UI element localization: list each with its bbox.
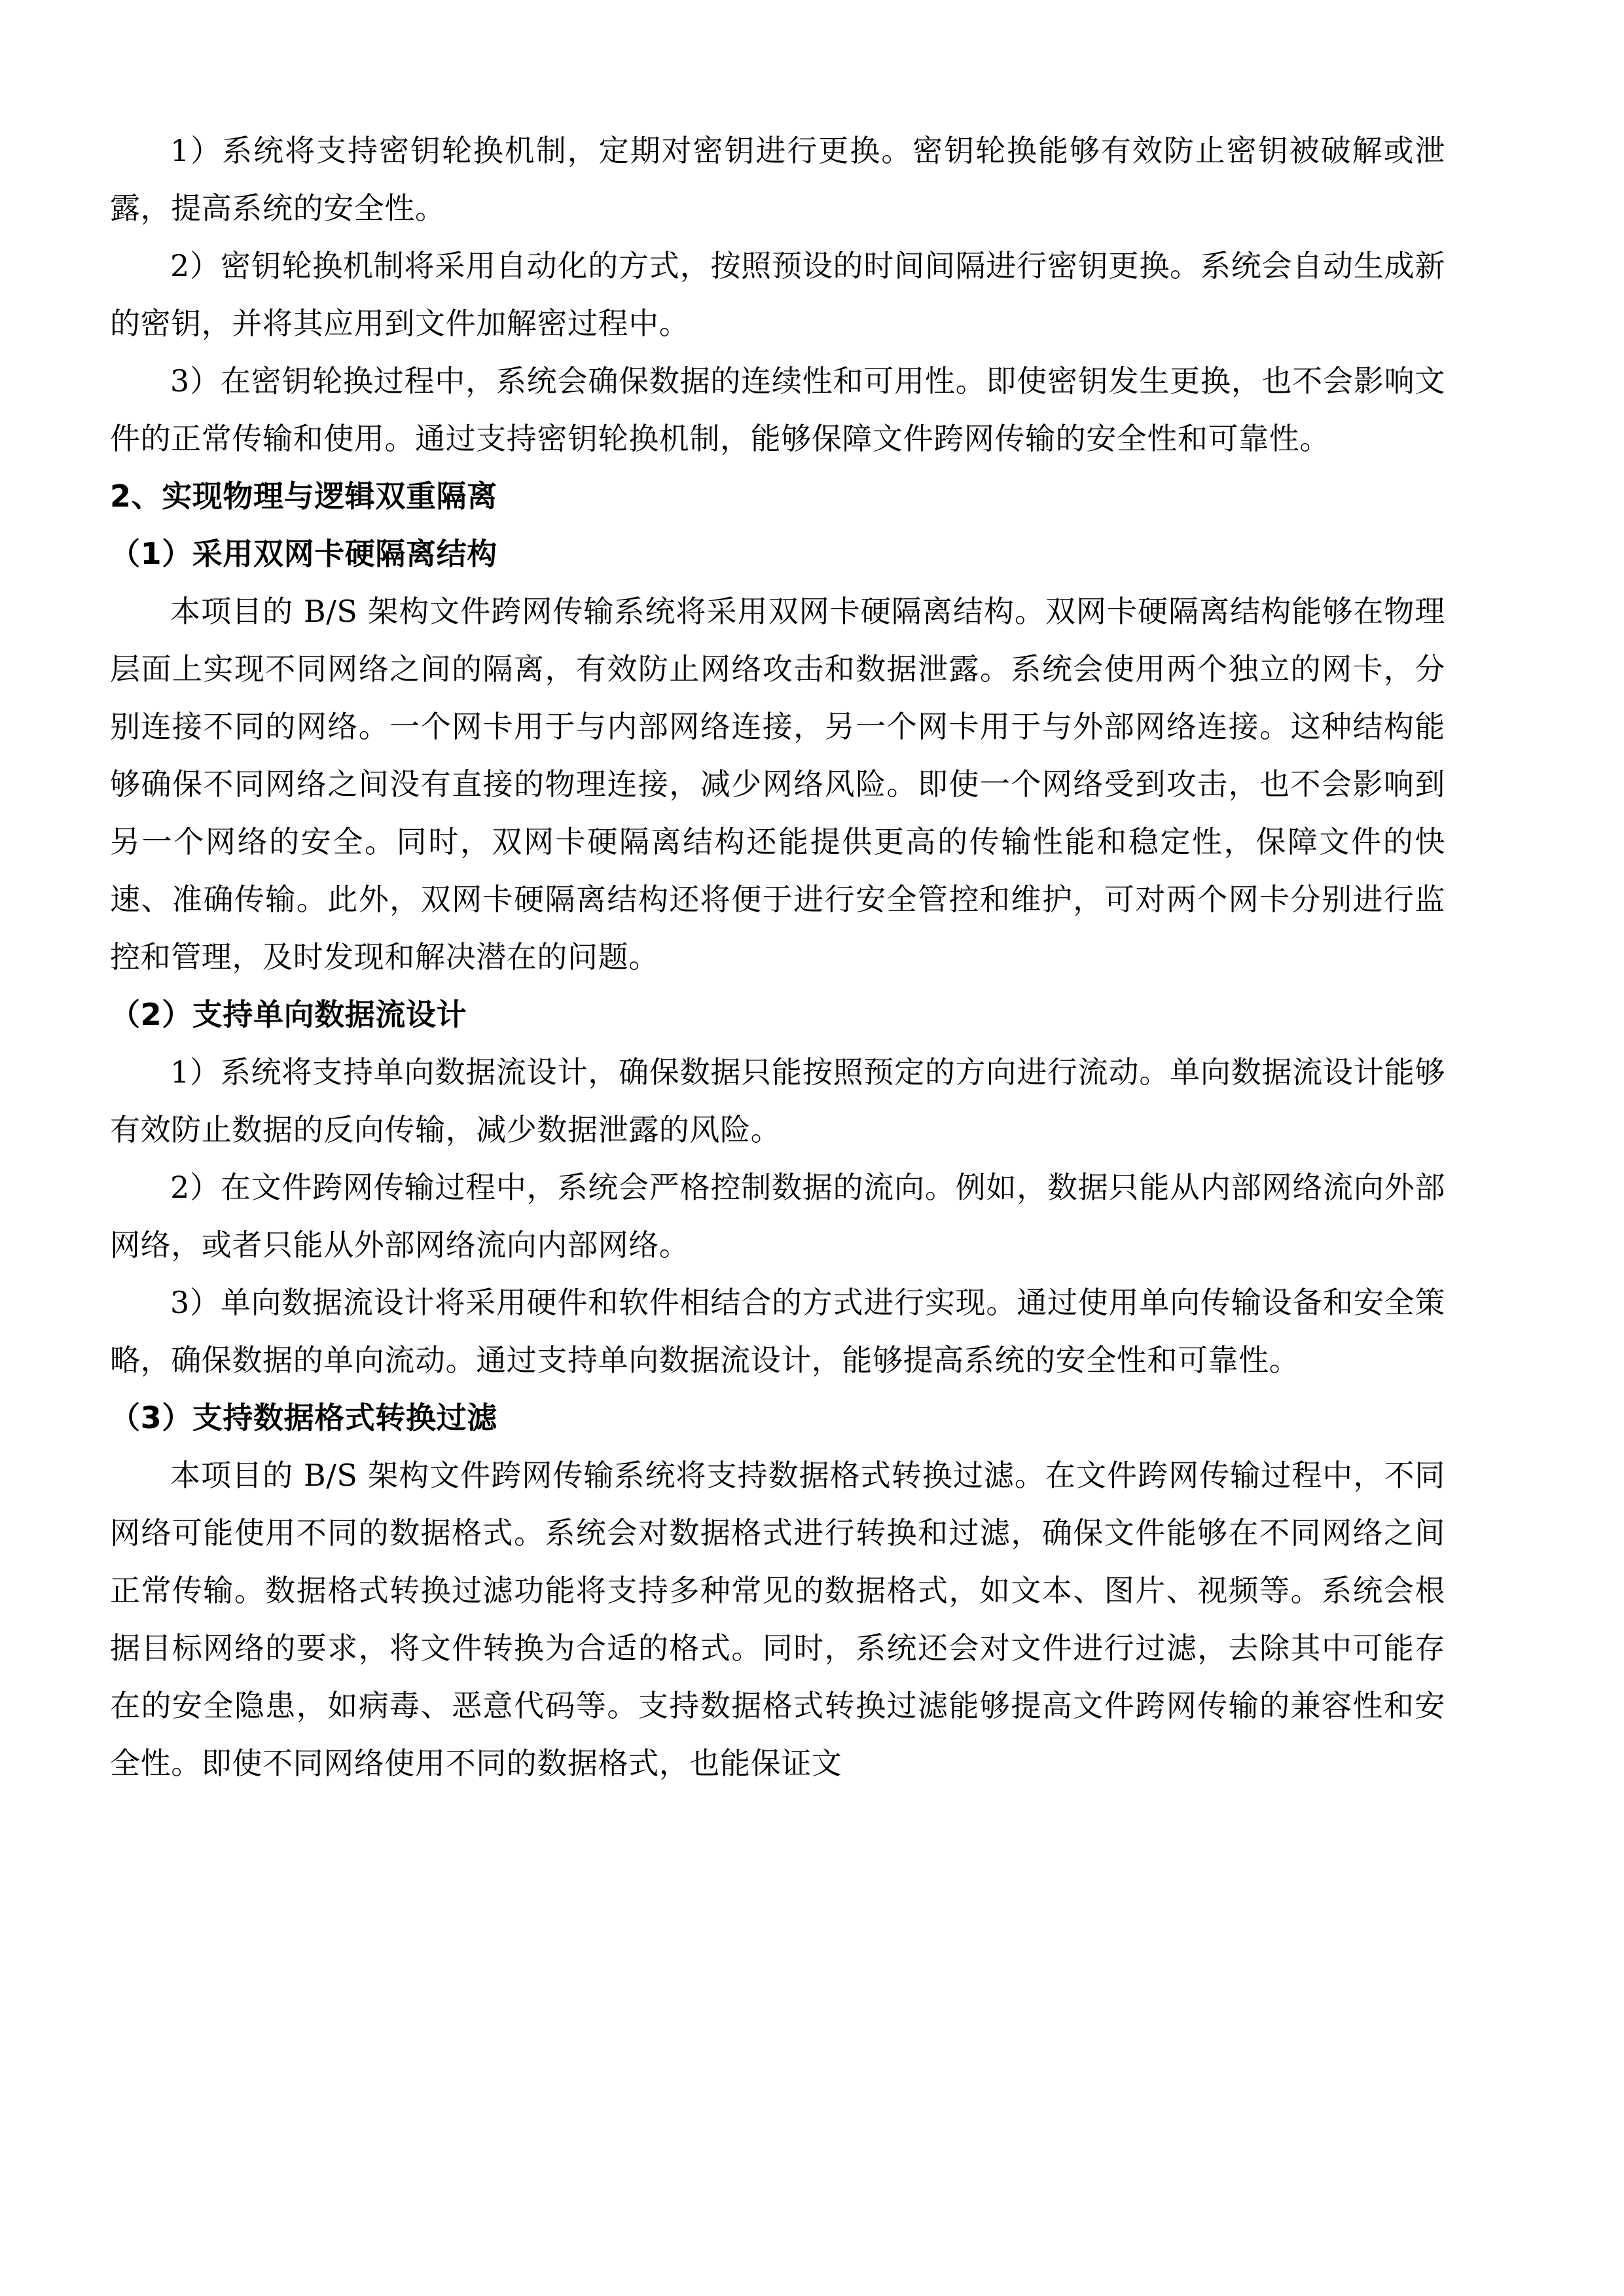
- heading-section-2: 2、实现物理与逻辑双重隔离: [110, 478, 497, 514]
- paragraph-unidirectional-1: 1）系统将支持单向数据流设计，确保数据只能按照预定的方向进行流动。单向数据流设计能够有效防止数据的反向传输，减少数据泄露的风险。: [110, 1054, 1445, 1147]
- heading-subsection-1: （1）采用双网卡硬隔离结构: [110, 536, 497, 571]
- paragraph-unidirectional-2: 2）在文件跨网传输过程中，系统会严格控制数据的流向。例如，数据只能从内部网络流向外部网络，或者只能从外部网络流向内部网络。: [110, 1170, 1445, 1263]
- paragraph-key-rotation-3: 3）在密钥轮换过程中，系统会确保数据的连续性和可用性。即使密钥发生更换，也不会影响文件的正常传输和使用。通过支持密钥轮换机制，能够保障文件跨网传输的安全性和可靠性。: [110, 363, 1445, 456]
- heading-subsection-3: （3）支持数据格式转换过滤: [110, 1400, 497, 1435]
- paragraph-key-rotation-2: 2）密钥轮换机制将采用自动化的方式，按照预设的时间间隔进行密钥更换。系统会自动生成新的密钥，并将其应用到文件加解密过程中。: [110, 248, 1445, 341]
- paragraph-dual-nic-overview: 本项目的 B/S 架构文件跨网传输系统将采用双网卡硬隔离结构。双网卡硬隔离结构能够在物理层面上实现不同网络之间的隔离，有效防止网络攻击和数据泄露。系统会使用两个独立的网卡，分别连接不同的网络。一个网卡用于与内部网络连接，另一个网卡用于与外部网络连接。这种结构能够确保不同网络之间没有直接的物理连接，减少网络风险。即使一个网络受到攻击，也不会影响到另一个网络的安全。同时，双网卡硬隔离结构还能提供更高的传输性能和稳定性，保障文件的快速、准确传输。此外，双网卡硬隔离结构还将便于进行安全管控和维护，可对两个网卡分别进行监控和管理，及时发现和解决潜在的问题。: [110, 594, 1445, 975]
- page-content: [110, 122, 1445, 1792]
- paragraph-key-rotation-1: 1）系统将支持密钥轮换机制，定期对密钥进行更换。密钥轮换能够有效防止密钥被破解或泄露，提高系统的安全性。: [110, 133, 1445, 226]
- paragraph-unidirectional-3: 3）单向数据流设计将采用硬件和软件相结合的方式进行实现。通过使用单向传输设备和安全策略，确保数据的单向流动。通过支持单向数据流设计，能够提高系统的安全性和可靠性。: [110, 1285, 1445, 1378]
- heading-subsection-2: （2）支持单向数据流设计: [110, 997, 467, 1032]
- paragraph-format-conversion: 本项目的 B/S 架构文件跨网传输系统将支持数据格式转换过滤。在文件跨网传输过程中，不同网络可能使用不同的数据格式。系统会对数据格式进行转换和过滤，确保文件能够在不同网络之间正常传输。数据格式转换过滤功能将支持多种常见的数据格式，如文本、图片、视频等。系统会根据目标网络的要求，将文件转换为合适的格式。同时，系统还会对文件进行过滤，去除其中可能存在的安全隐患，如病毒、恶意代码等。支持数据格式转换过滤能够提高文件跨网传输的兼容性和安全性。即使不同网络使用不同的数据格式，也能保证文: [110, 1458, 1445, 1781]
